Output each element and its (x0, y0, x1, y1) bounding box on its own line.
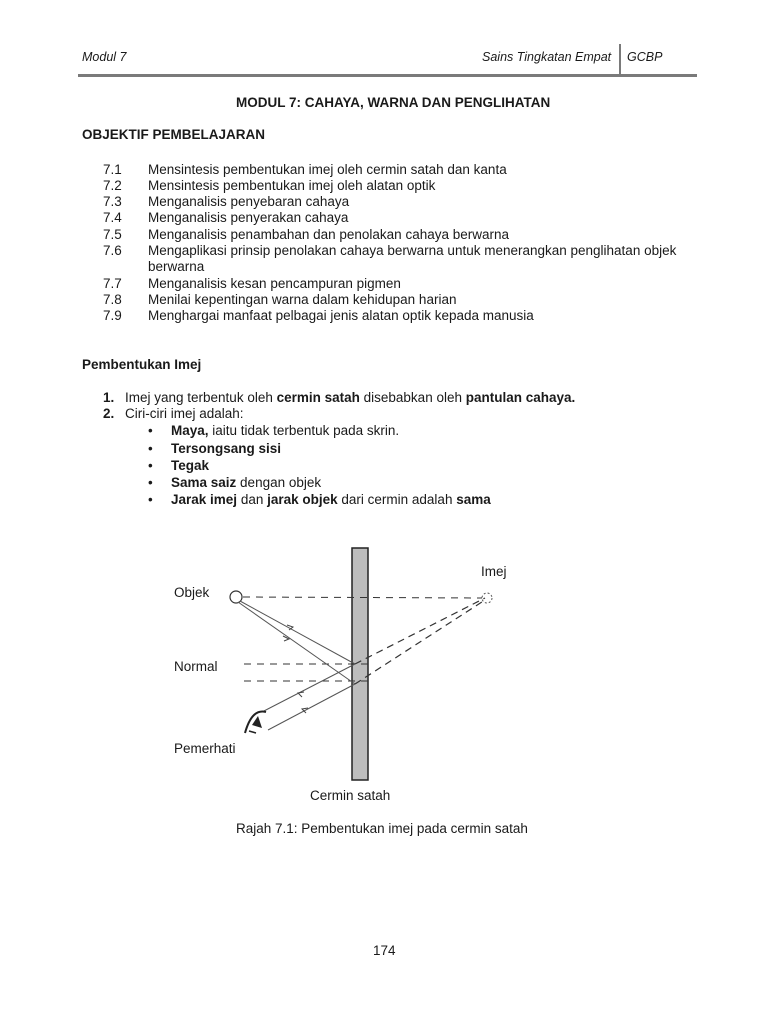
object-image-line (243, 597, 482, 598)
section-heading: Pembentukan Imej (82, 357, 202, 372)
point-1-number: 1. (103, 390, 115, 405)
incident-ray-2 (238, 602, 355, 684)
arrow-icon (298, 692, 304, 697)
header-code: GCBP (627, 50, 663, 64)
virtual-ray-1 (355, 598, 485, 664)
point-2-number: 2. (103, 406, 115, 421)
label-normal: Normal (174, 659, 218, 674)
objective-text: Mensintesis pembentukan imej oleh alatan optik (148, 178, 436, 193)
objective-number: 7.3 (103, 194, 122, 209)
label-observer: Pemerhati (174, 741, 236, 756)
objective-text: Mensintesis pembentukan imej oleh cermin satah dan kanta (148, 162, 507, 177)
objective-number: 7.4 (103, 210, 122, 225)
label-object: Objek (174, 585, 210, 600)
objective-number: 7.8 (103, 292, 122, 307)
objective-text: Menghargai manfaat pelbagai jenis alatan optik kepada manusia (148, 308, 534, 323)
virtual-ray-2 (355, 600, 485, 684)
objective-number: 7.7 (103, 276, 122, 291)
objective-text: Menganalisis penambahan dan penolakan cahaya berwarna (148, 227, 510, 242)
objective-text: Mengaplikasi prinsip penolakan cahaya berwarna untuk menerangkan penglihatan objek (148, 243, 677, 258)
reflected-ray-2 (268, 684, 355, 730)
objective-text: Menilai kepentingan warna dalam kehidupan harian (148, 292, 457, 307)
objective-text: Menganalisis penyebaran cahaya (148, 194, 350, 209)
page-title: MODUL 7: CAHAYA, WARNA DAN PENGLIHATAN (236, 95, 551, 110)
header-module: Modul 7 (82, 50, 127, 64)
eye-icon (245, 711, 266, 733)
objective-number: 7.2 (103, 178, 122, 193)
objective-number: 7.5 (103, 227, 122, 242)
header-subject: Sains Tingkatan Empat (482, 50, 612, 64)
point-2-text: Ciri-ciri imej adalah: (125, 406, 244, 421)
page-number: 174 (373, 943, 396, 958)
incident-ray-1 (240, 601, 355, 664)
label-image: Imej (481, 564, 507, 579)
objective-number: 7.9 (103, 308, 122, 323)
objective-text-continued: berwarna (148, 259, 205, 274)
objectives-heading: OBJEKTIF PEMBELAJARAN (82, 127, 266, 142)
objective-text: Menganalisis kesan pencampuran pigmen (148, 276, 401, 291)
reflected-ray-1 (262, 664, 355, 712)
label-mirror: Cermin satah (310, 788, 391, 803)
image-mark (482, 593, 492, 603)
objective-number: 7.1 (103, 162, 122, 177)
figure-caption: Rajah 7.1: Pembentukan imej pada cermin satah (236, 821, 528, 836)
point-1-text: Imej yang terbentuk oleh cermin satah disebabkan oleh pantulan cahaya. (125, 390, 576, 405)
objective-text: Menganalisis penyerakan cahaya (148, 210, 349, 225)
objective-number: 7.6 (103, 243, 122, 258)
